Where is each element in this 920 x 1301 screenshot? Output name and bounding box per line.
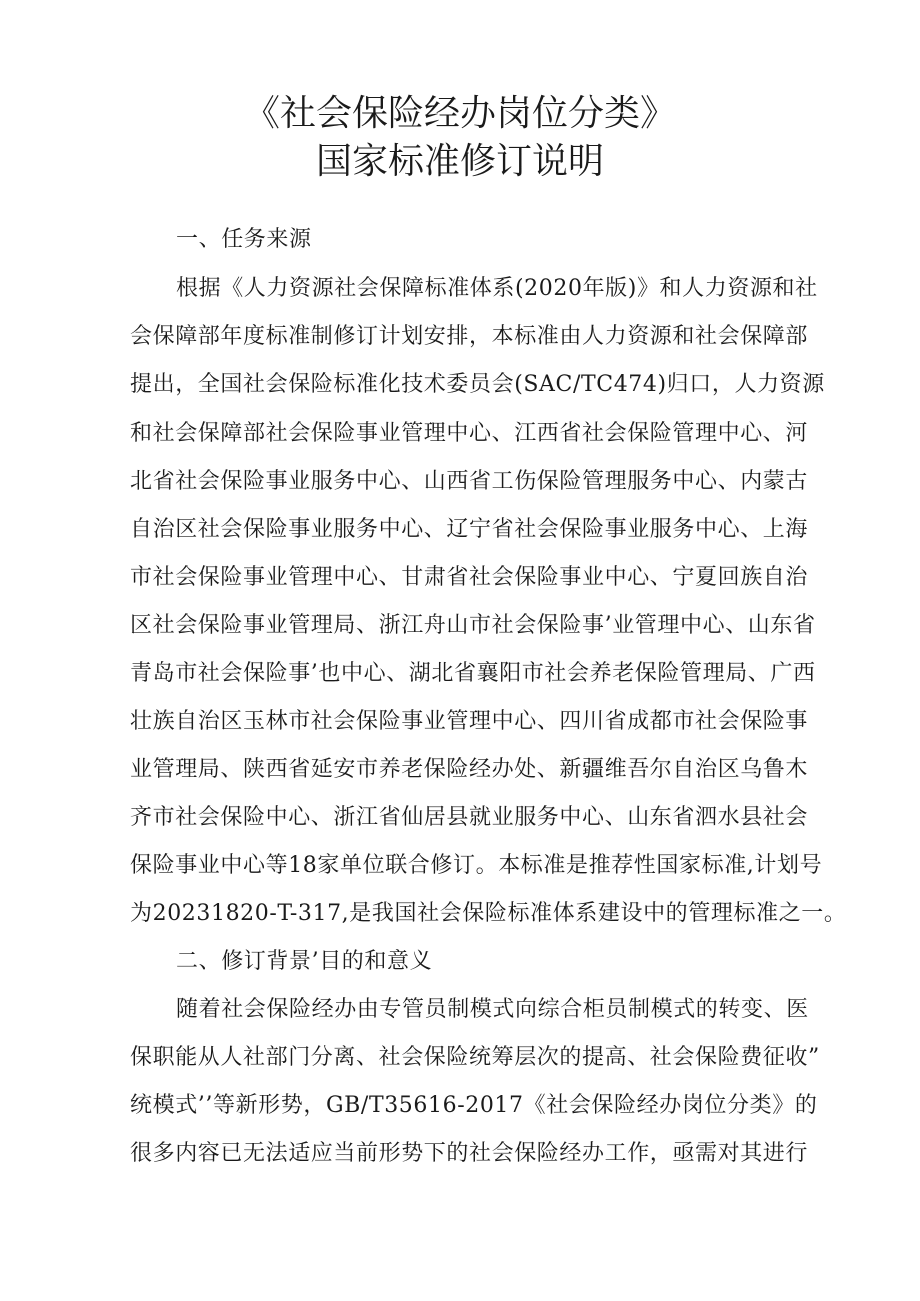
section1-heading: 一、任务来源 <box>176 227 312 252</box>
section2-heading: 二、修订背景’目的和意义 <box>176 949 433 974</box>
paragraph-line: 自治区社会保险事业服务中心、辽宁省社会保险事业服务中心、上海 <box>130 517 809 542</box>
paragraph-line: 齐市社会保险中心、浙江省仙居县就业服务中心、山东省泗水县社会 <box>130 805 809 830</box>
paragraph-line: 很多内容已无法适应当前形势下的社会保险经办工作，亟需对其进行 <box>130 1141 809 1166</box>
paragraph-line: 统模式’’等新形势，GB/T35616-2017《社会保险经办岗位分类》的 <box>130 1093 818 1118</box>
paragraph-line: 提出，全国社会保险标准化技术委员会(SAC/TC474)归口，人力资源 <box>130 372 825 397</box>
paragraph-line: 为20231820-T-317,是我国社会保险标准体系建设中的管理标准之一。 <box>130 901 847 926</box>
paragraph-line: 壮族自治区玉林市社会保险事业管理中心、四川省成都市社会保险事 <box>130 709 809 734</box>
document-subtitle: 国家标准修订说明 <box>315 141 604 182</box>
paragraph-line: 和社会保障部社会保险事业管理中心、江西省社会保险管理中心、河 <box>130 421 809 446</box>
paragraph-line: 市社会保险事业管理中心、甘肃省社会保险事业中心、宁夏回族自治 <box>130 565 809 590</box>
paragraph-line: 保职能从人社部门分离、社会保险统筹层次的提高、社会保险费征收” <box>130 1045 820 1070</box>
paragraph-line: 随着社会保险经办由专管员制模式向综合柜员制模式的转变、医 <box>176 997 809 1022</box>
paragraph-line: 北省社会保险事业服务中心、山西省工伤保险管理服务中心、内蒙古 <box>130 469 809 494</box>
document-title: 《社会保险经办岗位分类》 <box>243 93 676 134</box>
paragraph-line: 根据《人力资源社会保障标准体系(2020年版)》和人力资源和社 <box>176 276 818 301</box>
paragraph-line: 保险事业中心等18家单位联合修订。本标准是推荐性国家标准,计划号 <box>130 853 823 878</box>
paragraph-line: 业管理局、陕西省延安市养老保险经办处、新疆维吾尔自治区乌鲁木 <box>130 757 809 782</box>
paragraph-line: 青岛市社会保险事’也中心、湖北省襄阳市社会养老保险管理局、广西 <box>130 661 816 686</box>
paragraph-line: 会保障部年度标准制修订计划安排，本标准由人力资源和社会保障部 <box>130 324 809 349</box>
paragraph-line: 区社会保险事业管理局、浙江舟山市社会保险事’业管理中心、山东省 <box>130 613 816 638</box>
